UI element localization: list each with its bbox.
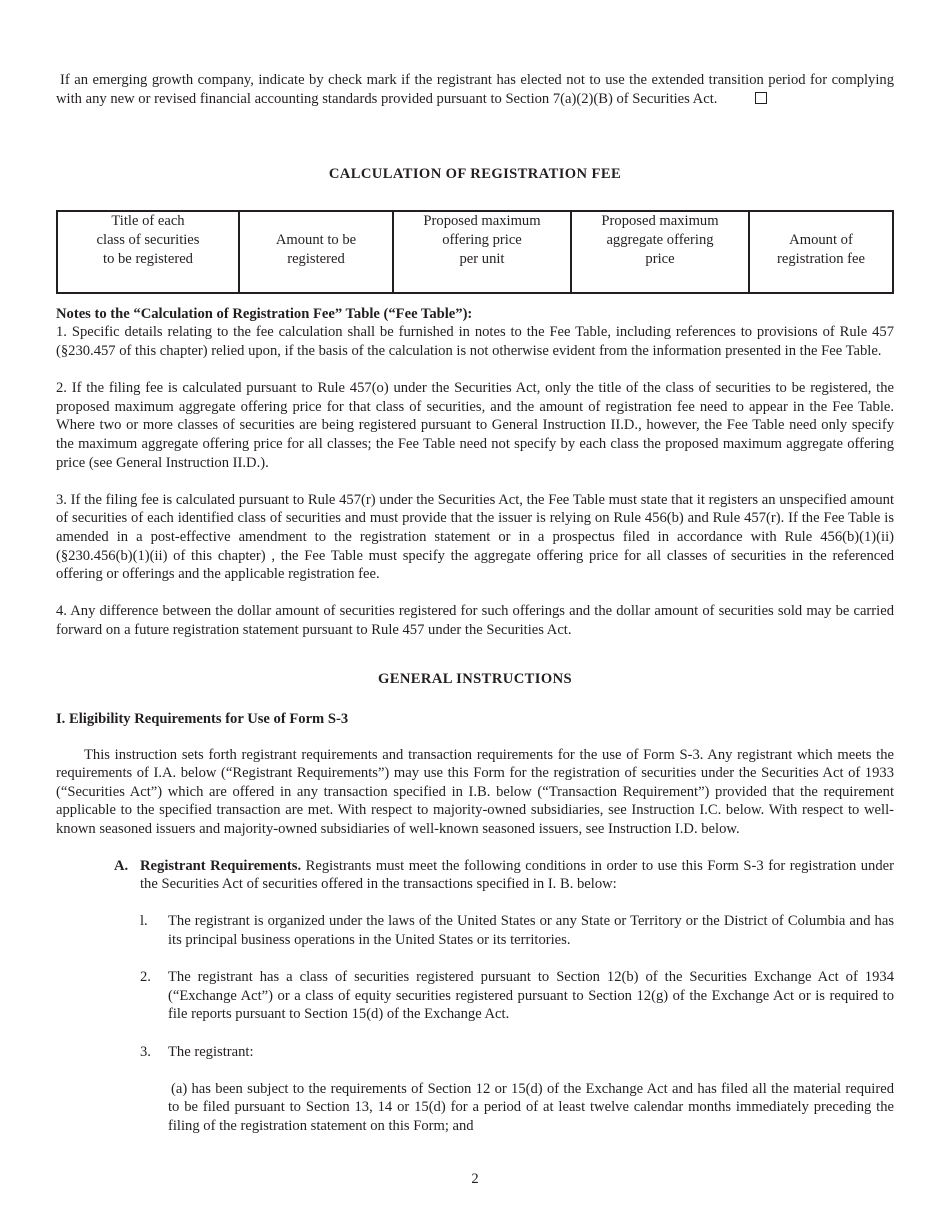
section-a-body	[140, 857, 894, 894]
calculation-title: CALCULATION OF REGISTRATION FEE	[328, 166, 622, 183]
registrant-requirements	[114, 857, 894, 894]
item-marker: l.	[140, 913, 148, 930]
general-instructions-title: GENERAL INSTRUCTIONS	[377, 671, 573, 688]
note-4: 4. Any difference between the dollar amount of securities registered for such offerings and the dollar amount of securities sold may be carried forward on a future registration statement pursuant to Rule 457 under the Securities Act.	[56, 603, 894, 638]
fee-table-header: Amount to be registered	[239, 211, 393, 293]
note-2: 2. If the filing fee is calculated pursuant to Rule 457(o) under the Securities Act, only the title of the class of securities to be registered, the proposed maximum aggregate offering price for that class of securities, and the amount of registration fee need to appear in the Fee Table. Where two or more classes of securities are being registered pursuant to General Instruction II.D., however, the Fee Table need only specify the maximum aggregate offering price for all classes; the Fee Table need not specify by each class the proposed maximum aggregate offering price (see General Instruction II.D.).	[56, 380, 894, 471]
egc-checkbox[interactable]	[755, 92, 767, 104]
item-marker: 3.	[140, 1043, 151, 1060]
eligibility-heading: I. Eligibility Requirements for Use of Form S-3	[56, 711, 349, 728]
note-3: 3. If the filing fee is calculated pursuant to Rule 457(r) under the Securities Act, the Fee Table must state that it registers an unspecified amount of securities of each identified class of securities and must provide that the issuer is relying on Rule 456(b) and Rule 457(r). If the Fee Table is amended in a post-effective amendment to the registration statement or in a prospectus filed in accordance with Rule 456(b)(1)(ii) (§230.456(b)(1)(ii) of this chapter) , the Fee Table must specify the aggregate offering price for all classes of securities in the referenced offering or offerings and the applicable registration fee.	[56, 491, 894, 583]
requirement-item-3	[140, 1043, 894, 1062]
section-a-marker: A.	[114, 857, 129, 874]
fee-table-header: Title of each class of securities to be registered	[96, 212, 200, 267]
requirement-subitem-a: (a) has been subject to the requirements of Section 12 or 15(d) of the Exchange Act and has filed all the material required to be filed pursuant to Section 13, 14 or 15(d) for a period of at least twelve calendar months immediately preceding the filing of the registration statement on this Form; and	[168, 1080, 894, 1134]
item-marker: 2.	[140, 969, 151, 986]
eligibility-intro: This instruction sets forth registrant requirements and transaction requirements for the use of Form S-3. Any registrant which meets the requirements of I.A. below (“Registrant Requirements”) may use this Form for the registration of securities under the Securities Act of 1933 (“Securities Act”) which are offered in any transaction specified in I.B. below (“Transaction Requirement”) provided that the requirement applicable to the specified transaction are met. With respect to majority-owned subsidiaries, see Instruction I.C. below. With respect to well-known seasoned issuers and majority-owned subsidiaries of well-known seasoned issuers, see Instruction I.D. below.	[56, 746, 894, 838]
egc-statement-text: If an emerging growth company, indicate by check mark if the registrant has elected not to use the extended transition period for complying with any new or revised financial accounting standards provided pursuant to Section 7(a)(2)(B) of Securities Act.	[56, 72, 894, 107]
egc-statement	[56, 71, 894, 108]
fee-table-header: Proposed maximum offering price per unit	[393, 211, 571, 293]
item-text: The registrant:	[168, 1043, 254, 1060]
fee-table-header: Proposed maximum aggregate offering price	[571, 211, 749, 293]
section-a-text: Registrants must meet the following conditions in order to use this Form S-3 for registration under the Securities Act of securities offered in the transactions specified in I. B. below:	[140, 857, 894, 893]
requirement-item-2	[140, 968, 894, 1024]
item-text: The registrant has a class of securities registered pursuant to Section 12(b) of the Securities Exchange Act of 1934 (“Exchange Act”) or a class of equity securities registered pursuant to Section 12(g) of the Exchange Act or is required to file reports pursuant to Section 15(d) of the Exchange Act.	[168, 969, 894, 1023]
requirement-item-1	[140, 912, 894, 949]
document-page	[56, 71, 894, 1136]
note-1: 1. Specific details relating to the fee calculation shall be furnished in notes to the Fee Table, including references to provisions of Rule 457 (§230.457 of this chapter) relied upon, if the basis of the calculation is not otherwise evident from the information presented in the Fee Table.	[56, 324, 894, 359]
notes-heading: Notes to the “Calculation of Registration Fee” Table (“Fee Table”):	[56, 305, 473, 322]
section-a-title: Registrant Requirements.	[140, 857, 302, 874]
fee-table	[56, 210, 894, 294]
fee-table-header-row	[57, 211, 893, 293]
item-text: The registrant is organized under the laws of the United States or any State or Territory or the District of Columbia and has its principal business operations in the United States or its territories.	[168, 913, 894, 948]
fee-table-header: Amount of registration fee	[749, 211, 893, 293]
page-number: 2	[471, 1171, 479, 1187]
